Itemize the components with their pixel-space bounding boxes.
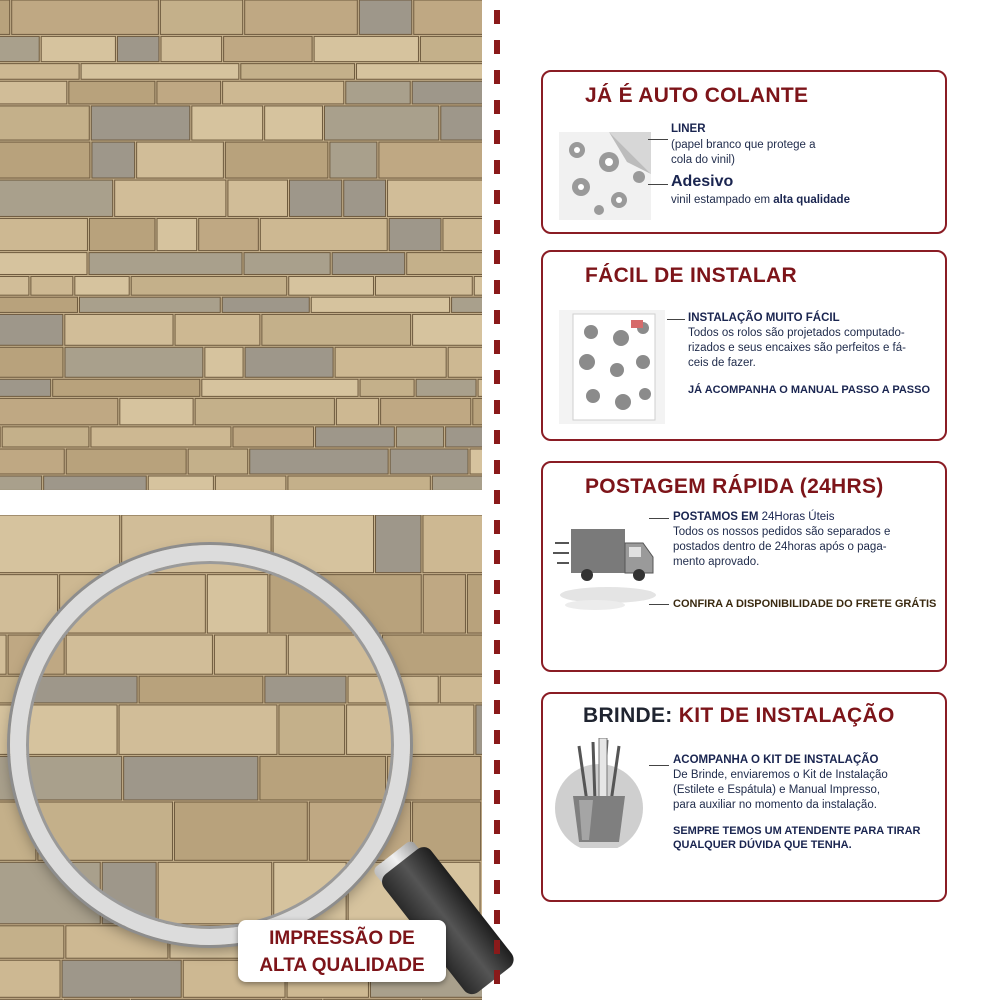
- stone-block: [289, 180, 341, 216]
- stone-block: [31, 276, 73, 295]
- install-heading: INSTALAÇÃO MUITO FÁCIL: [688, 312, 840, 324]
- stone-block: [117, 36, 159, 61]
- stone-block: [160, 0, 242, 34]
- stone-block: [423, 515, 482, 573]
- stone-block: [241, 64, 355, 80]
- stone-block: [0, 398, 118, 424]
- post-heading-rest: 24Horas Úteis: [761, 511, 835, 523]
- stone-block: [446, 427, 482, 447]
- stone-block: [260, 218, 387, 250]
- stone-block: [379, 142, 482, 178]
- stone-block: [0, 635, 6, 674]
- stone-block: [161, 36, 222, 61]
- card-title: JÁ É AUTO COLANTE: [585, 84, 809, 107]
- leader-line: [667, 319, 685, 320]
- stone-block: [383, 635, 482, 674]
- stone-block: [376, 515, 421, 573]
- stone-block: [412, 81, 482, 104]
- stone-block: [0, 64, 79, 80]
- stone-block: [41, 36, 115, 61]
- stone-block: [262, 314, 411, 345]
- stone-block: [474, 276, 482, 295]
- install-line-2: rizados e seus encaixes são perfeitos e fá-: [688, 342, 906, 354]
- leader-line: [649, 518, 669, 519]
- kit-line-3: para auxiliar no momento da instalação.: [673, 799, 877, 811]
- liner-desc-1: (papel branco que protege a: [671, 139, 816, 151]
- stone-block: [332, 253, 405, 275]
- stone-block: [440, 676, 482, 703]
- magnifier-lens: [10, 545, 410, 945]
- install-line-3: ceis de fazer.: [688, 357, 756, 369]
- stone-block: [0, 218, 87, 250]
- stone-block: [222, 297, 309, 312]
- kit-heading: ACOMPANHA O KIT DE INSTALAÇÃO: [673, 754, 879, 766]
- stone-block: [215, 476, 286, 490]
- adesivo-bold: alta qualidade: [773, 194, 850, 206]
- stone-block: [0, 142, 90, 178]
- card-auto-colante: [541, 70, 947, 234]
- stone-block: [89, 253, 242, 275]
- stone-block: [244, 253, 330, 275]
- stone-block: [0, 314, 63, 345]
- vinyl-pattern-icon: [559, 132, 651, 220]
- stone-block: [225, 142, 327, 178]
- brinde-label: BRINDE:: [583, 704, 673, 727]
- dashed-divider: [494, 10, 500, 1000]
- stone-block: [175, 314, 260, 345]
- stone-block: [2, 427, 89, 447]
- stone-block: [188, 449, 248, 474]
- delivery-truck-icon: [553, 523, 663, 611]
- stone-block: [199, 218, 259, 250]
- stone-block: [245, 347, 333, 377]
- stone-block: [65, 314, 173, 345]
- stone-block: [224, 36, 312, 61]
- card-postagem-rapida: [541, 461, 947, 672]
- badge-line-2: ALTA QUALIDADE: [259, 955, 425, 976]
- stone-block: [91, 427, 231, 447]
- stone-block: [0, 106, 89, 140]
- stone-block: [336, 398, 378, 424]
- stone-block: [335, 347, 446, 377]
- leader-line: [649, 765, 669, 766]
- stone-block: [390, 449, 468, 474]
- post-line-3: mento aprovado.: [673, 556, 760, 568]
- liner-label: LINER: [671, 123, 706, 135]
- stone-block: [473, 398, 482, 424]
- stone-block: [115, 180, 226, 216]
- stone-block: [0, 347, 63, 377]
- stone-block: [223, 81, 344, 104]
- stone-block: [375, 276, 472, 295]
- adesivo-desc: vinil estampado em: [671, 194, 771, 206]
- stone-block: [467, 575, 482, 633]
- stone-block: [289, 276, 374, 295]
- kit-line-1: De Brinde, enviaremos o Kit de Instalação: [673, 769, 888, 781]
- kit-note-1: SEMPRE TEMOS UM ATENDENTE PARA TIRAR: [673, 825, 921, 837]
- stone-block: [389, 218, 441, 250]
- stone-block: [420, 36, 482, 61]
- stone-block: [0, 926, 64, 958]
- stone-block: [0, 449, 64, 474]
- stone-block: [0, 36, 39, 61]
- stone-block: [44, 476, 147, 490]
- stone-block: [432, 476, 482, 490]
- stone-block: [205, 347, 243, 377]
- stone-block: [413, 314, 482, 345]
- stone-block: [324, 106, 438, 140]
- stone-block: [265, 106, 323, 140]
- stone-block: [131, 276, 287, 295]
- stone-block: [92, 142, 135, 178]
- card-brinde-kit: [541, 692, 947, 902]
- stone-block: [120, 398, 193, 424]
- stone-wall-photo: [0, 0, 482, 490]
- install-line-1: Todos os rolos são projetados computado-: [688, 327, 905, 339]
- post-heading-bold: POSTAMOS EM: [673, 511, 759, 523]
- stone-block: [137, 142, 224, 178]
- quality-badge: [238, 920, 446, 982]
- stone-block: [192, 106, 263, 140]
- stone-block: [346, 81, 410, 104]
- stone-block: [0, 515, 120, 573]
- stone-texture: [0, 0, 482, 490]
- stone-block: [0, 960, 60, 997]
- stone-block: [0, 276, 29, 295]
- stone-block: [81, 64, 239, 80]
- stone-block: [388, 180, 482, 216]
- stone-block: [245, 0, 358, 34]
- stone-block: [0, 0, 10, 34]
- stone-block: [0, 297, 77, 312]
- card-title: POSTAGEM RÁPIDA (24HRS): [585, 475, 884, 498]
- stone-block: [69, 81, 155, 104]
- stone-block: [0, 476, 42, 490]
- leader-line: [649, 604, 669, 605]
- badge-line-1: IMPRESSÃO DE: [269, 928, 415, 949]
- kit-note-2: QUALQUER DÚVIDA QUE TENHA.: [673, 839, 852, 851]
- install-note: JÁ ACOMPANHA O MANUAL PASSO A PASSO: [688, 384, 931, 396]
- stone-block: [62, 960, 181, 997]
- wallpaper-roll-icon: [559, 310, 665, 424]
- stone-block: [344, 180, 386, 216]
- stone-block: [148, 476, 213, 490]
- stone-block: [65, 347, 203, 377]
- stone-block: [357, 64, 482, 80]
- stone-block: [478, 379, 482, 396]
- stone-block: [0, 180, 113, 216]
- stone-block: [233, 427, 314, 447]
- stone-block: [0, 379, 51, 396]
- stone-block: [75, 276, 129, 295]
- liner-desc-2: cola do vinil): [671, 154, 735, 166]
- stone-block: [12, 0, 159, 34]
- stone-block: [202, 379, 358, 396]
- stone-block: [314, 36, 418, 61]
- stone-block: [359, 0, 411, 34]
- stone-block: [476, 705, 482, 754]
- stone-block: [0, 81, 67, 104]
- leader-line: [648, 184, 668, 185]
- stone-block: [89, 218, 155, 250]
- stone-block: [288, 476, 430, 490]
- stone-block: [452, 297, 482, 312]
- stone-block: [381, 398, 471, 424]
- stone-block: [0, 253, 87, 275]
- post-note: CONFIRA A DISPONIBILIDADE DO FRETE GRÁTIS: [673, 598, 937, 610]
- stone-block: [423, 575, 465, 633]
- stone-block: [416, 379, 476, 396]
- stone-block: [157, 218, 197, 250]
- stone-block: [360, 379, 414, 396]
- tools-cup-icon: [549, 738, 649, 848]
- leader-line: [648, 139, 668, 140]
- stone-block: [53, 379, 200, 396]
- stone-block: [316, 427, 395, 447]
- stone-block: [157, 81, 221, 104]
- stone-block: [441, 106, 482, 140]
- stone-block: [470, 449, 482, 474]
- stone-block: [443, 218, 482, 250]
- kit-label: KIT DE INSTALAÇÃO: [678, 704, 895, 727]
- post-line-2: postados dentro de 24horas após o paga-: [673, 541, 887, 553]
- stone-block: [396, 427, 443, 447]
- stone-block: [91, 106, 190, 140]
- stone-block: [250, 449, 388, 474]
- stone-block: [330, 142, 377, 178]
- stone-block: [66, 449, 186, 474]
- stone-block: [228, 180, 288, 216]
- card-title: FÁCIL DE INSTALAR: [585, 264, 797, 287]
- stone-block: [79, 297, 220, 312]
- stone-block: [448, 347, 482, 377]
- stone-block: [195, 398, 334, 424]
- stone-block: [311, 297, 449, 312]
- kit-line-2: (Estilete e Espátula) e Manual Impresso,: [673, 784, 881, 796]
- stone-block: [407, 253, 482, 275]
- adesivo-label: Adesivo: [671, 173, 734, 190]
- card-facil-instalar: [541, 250, 947, 441]
- stone-block: [414, 0, 482, 34]
- post-line-1: Todos os nossos pedidos são separados e: [673, 526, 891, 538]
